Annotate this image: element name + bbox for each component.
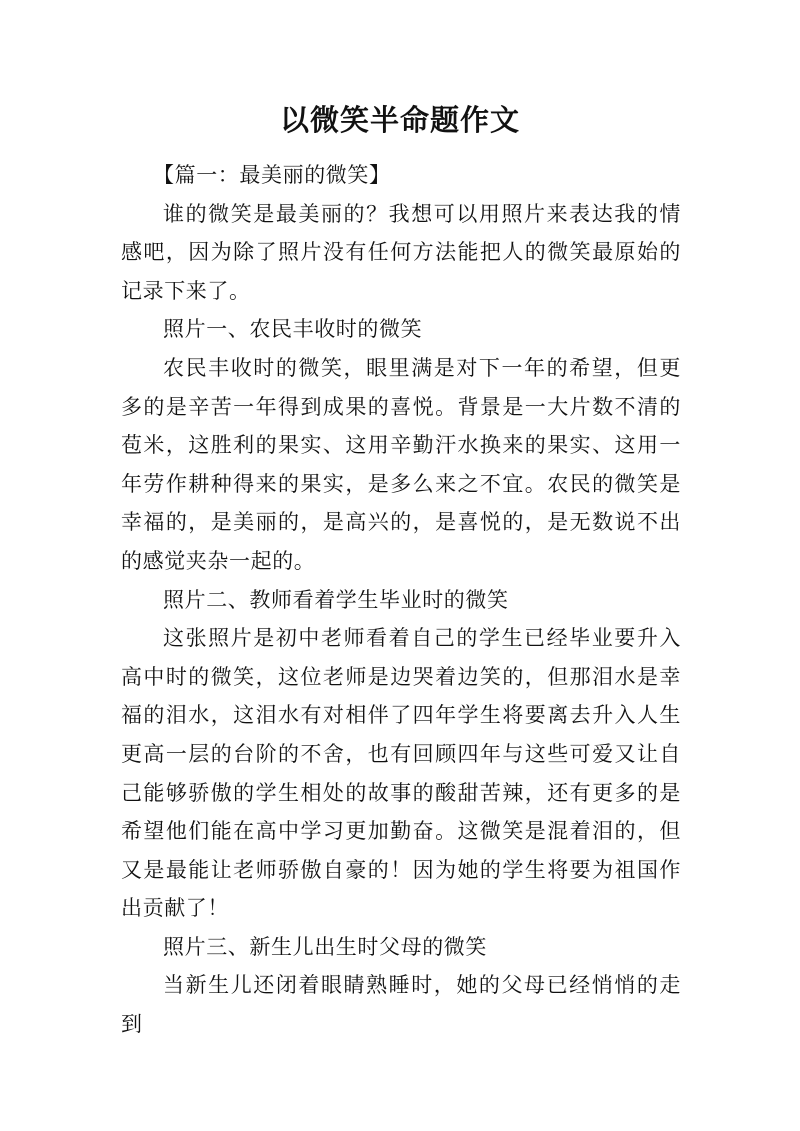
- section-heading: 【篇一：最美丽的微笑】: [153, 163, 391, 187]
- paragraph: 当新生儿还闭着眼睛熟睡时，她的父母已经悄悄的走到: [121, 973, 681, 1037]
- paragraph: 这张照片是初中老师看着自己的学生已经毕业要升入高中时的微笑，这位老师是边哭着边笑的，但那泪水是幸福的泪水，这泪水有对相伴了四年学生将要离去升入人生更高一层的台阶的不舍，也有回顾四年与这些可爱又让自己能够骄傲的学生相处的故事的酸甜苦辣，还有更多的是希望他们能在高中学习更加勤奋。这微笑是混着泪的，但又是最能让老师骄傲自豪的！因为她的学生将要为祖国作出贡献了！: [121, 626, 681, 921]
- document-title: 以微笑半命题作文: [279, 103, 520, 137]
- photo-heading: 照片三、新生儿出生时父母的微笑: [163, 934, 487, 959]
- photo-heading: 照片一、农民丰收时的微笑: [163, 317, 423, 342]
- paragraph: 农民丰收时的微笑，眼里满是对下一年的希望，但更多的是辛苦一年得到成果的喜悦。背景是一大片数不清的苞米，这胜利的果实、这用辛勤汗水换来的果实、这用一年劳作耕种得来的果实，是多么来之不宜。农民的微笑是幸福的，是美丽的，是高兴的，是喜悦的，是无数说不出的感觉夹杂一起的。: [121, 355, 681, 573]
- document-body: [121, 156, 681, 1044]
- paragraph: 谁的微笑是最美丽的？我想可以用照片来表达我的情感吧，因为除了照片没有任何方法能把人的微笑最原始的记录下来了。: [121, 201, 681, 303]
- photo-heading: 照片二、教师看着学生毕业时的微笑: [163, 587, 509, 612]
